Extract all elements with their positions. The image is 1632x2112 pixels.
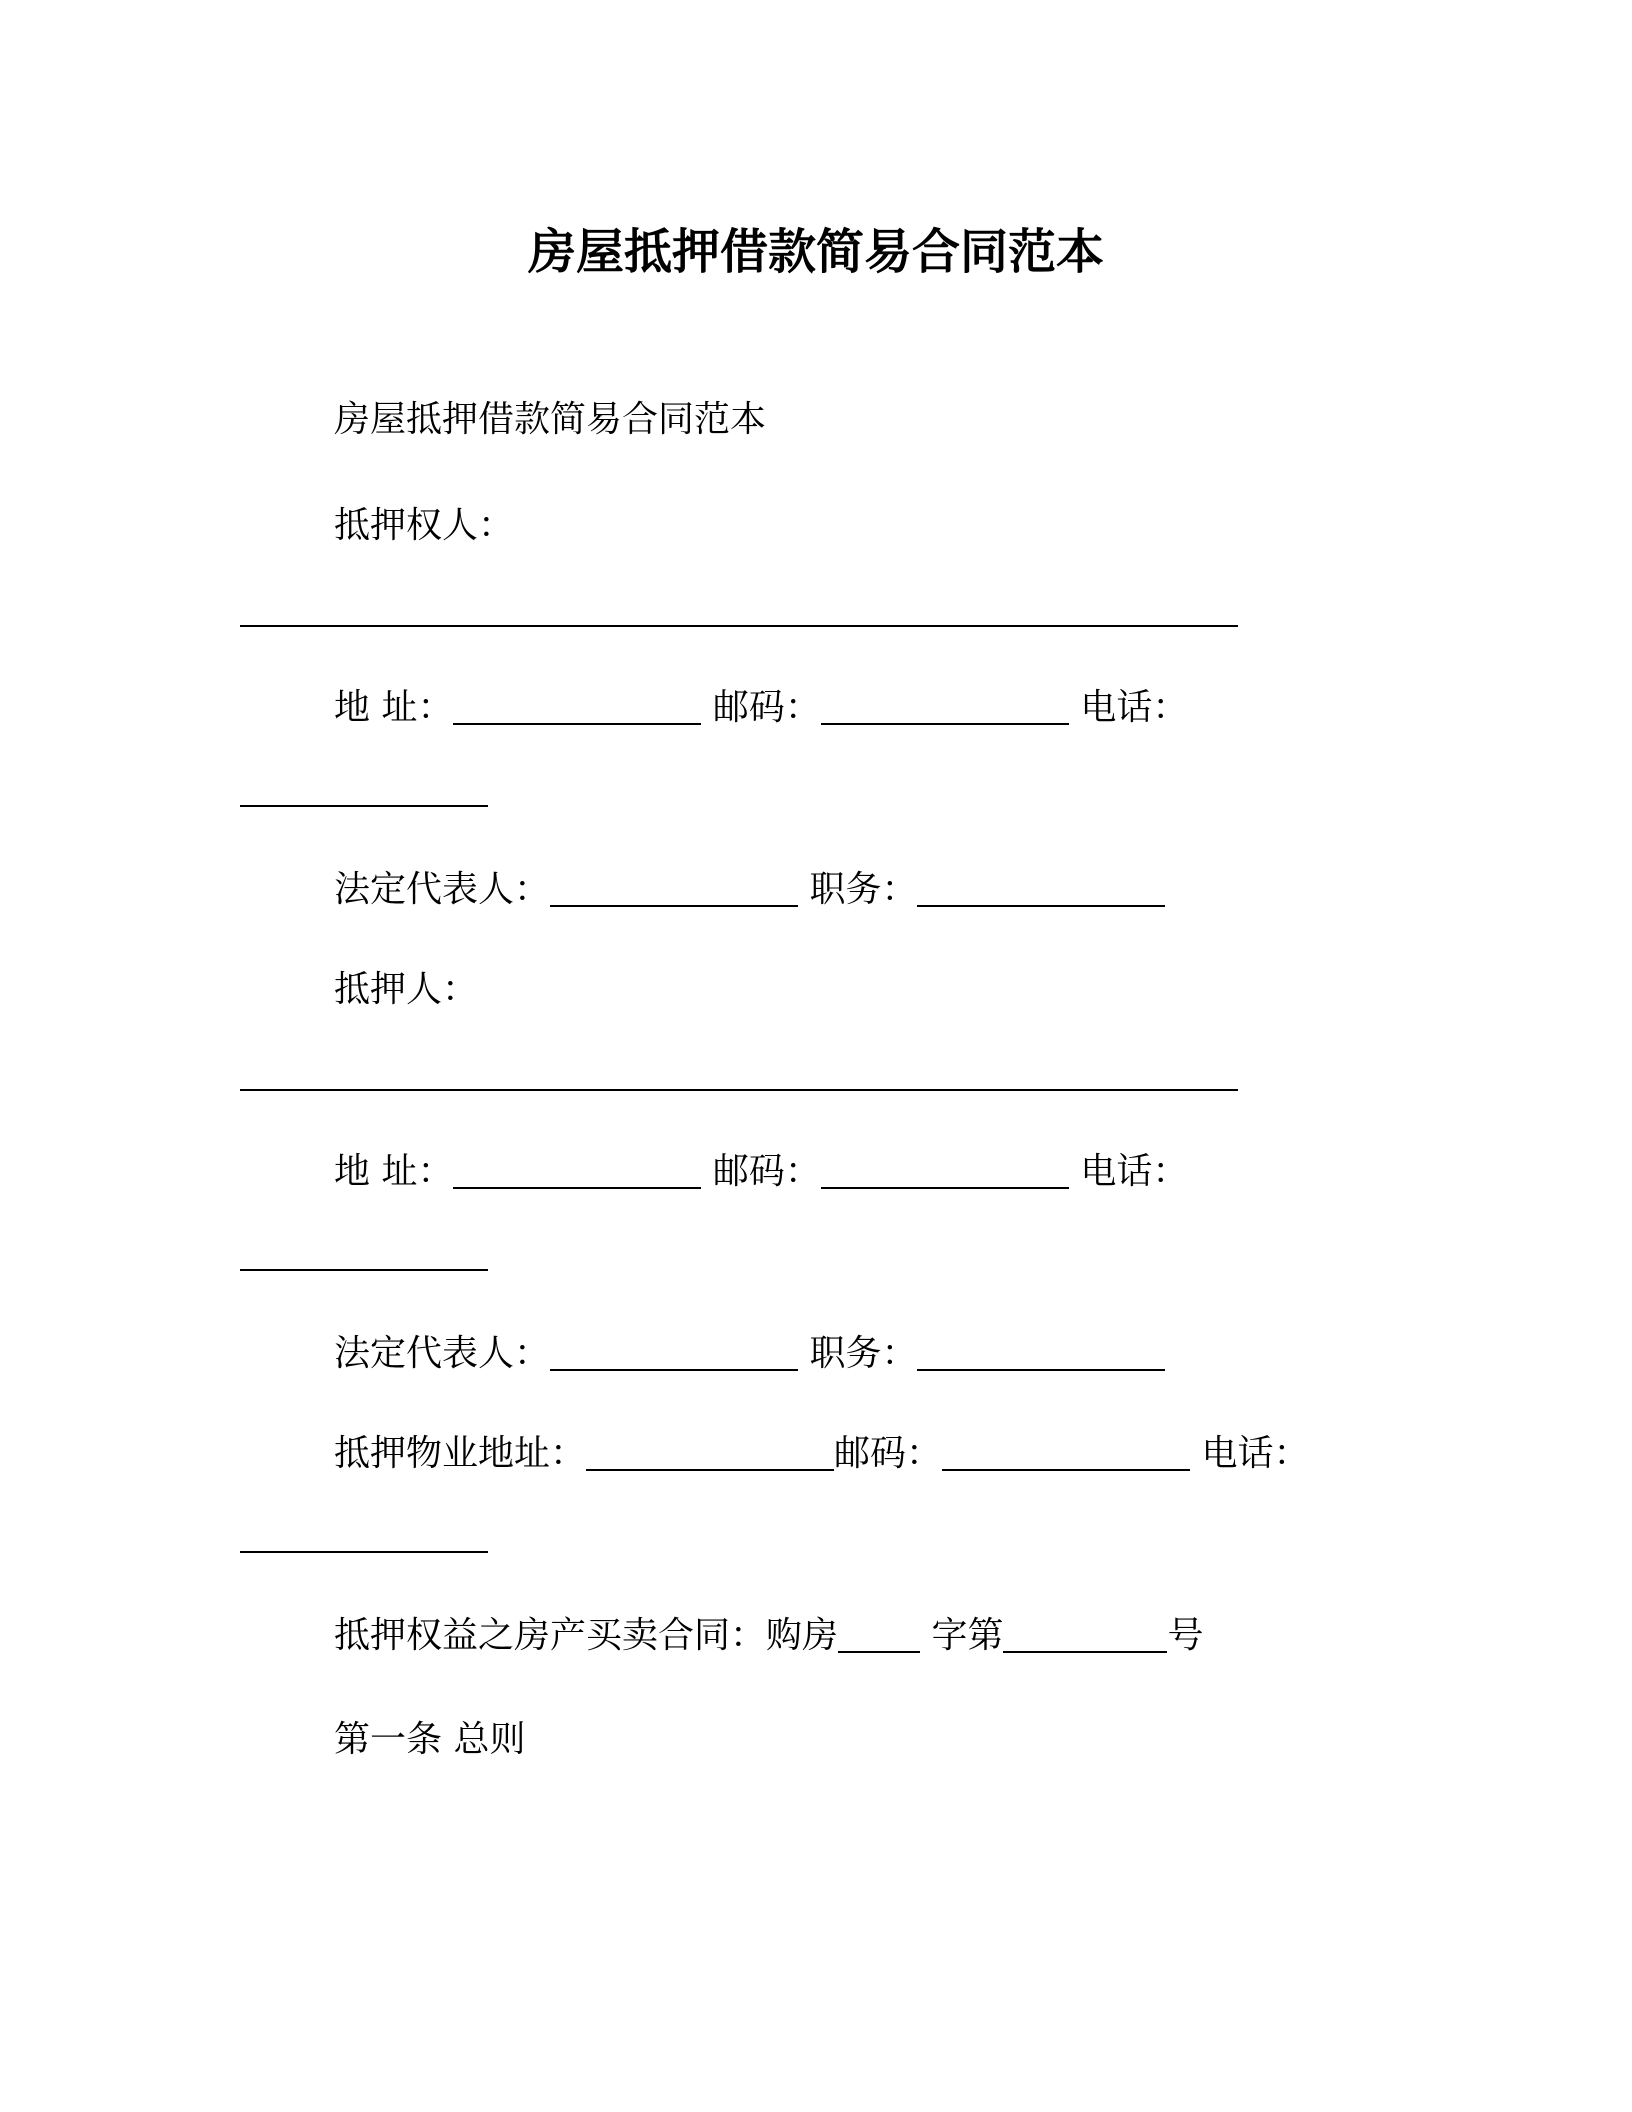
mortgagee-phone-blank bbox=[240, 805, 488, 807]
property-postcode-label: 邮码： bbox=[834, 1433, 943, 1474]
mortgagee-address-blank bbox=[453, 723, 701, 725]
contract-ref-suffix: 号 bbox=[1167, 1615, 1204, 1656]
contract-ref-number-blank bbox=[1003, 1651, 1167, 1653]
mortgagee-label: 抵押权人： bbox=[334, 505, 515, 546]
property-address-label: 抵押物业地址： bbox=[334, 1433, 587, 1474]
contract-ref-word-blank bbox=[838, 1651, 920, 1653]
property-address-blank bbox=[586, 1469, 834, 1471]
mortgagor-address-blank bbox=[453, 1187, 701, 1189]
mortgagor-postcode-blank bbox=[821, 1187, 1069, 1189]
mortgagor-name-blank bbox=[240, 1089, 1238, 1091]
mortgagee-position-label: 职务： bbox=[809, 869, 918, 910]
mortgagee-postcode-label: 邮码： bbox=[712, 687, 821, 728]
mortgagor-phone-label: 电话： bbox=[1080, 1151, 1189, 1192]
mortgagee-legal-rep-label: 法定代表人： bbox=[334, 869, 551, 910]
mortgagor-phone-blank bbox=[240, 1269, 488, 1271]
contract-ref-prefix: 抵押权益之房产买卖合同：购房 bbox=[334, 1615, 839, 1656]
mortgagee-postcode-blank bbox=[821, 723, 1069, 725]
property-phone-label: 电话： bbox=[1201, 1433, 1310, 1474]
article-1-heading: 第一条 总则 bbox=[334, 1719, 526, 1760]
mortgagee-position-blank bbox=[917, 905, 1165, 907]
document-subtitle: 房屋抵押借款简易合同范本 bbox=[334, 399, 767, 440]
mortgagor-address-label: 地 址： bbox=[334, 1151, 454, 1192]
property-phone-blank bbox=[240, 1551, 488, 1553]
mortgagee-name-blank bbox=[240, 625, 1238, 627]
mortgagee-address-row bbox=[334, 684, 1188, 732]
mortgagor-legal-rep-label: 法定代表人： bbox=[334, 1333, 551, 1374]
contract-ref-row bbox=[334, 1612, 1204, 1660]
mortgagee-legal-rep-row bbox=[334, 866, 1165, 914]
mortgagor-position-blank bbox=[917, 1369, 1165, 1371]
mortgagor-legal-rep-row bbox=[334, 1330, 1165, 1378]
mortgagee-legal-rep-blank bbox=[550, 905, 798, 907]
mortgagor-postcode-label: 邮码： bbox=[712, 1151, 821, 1192]
mortgagor-position-label: 职务： bbox=[809, 1333, 918, 1374]
document-title: 房屋抵押借款简易合同范本 bbox=[527, 224, 1104, 280]
property-address-row bbox=[334, 1430, 1310, 1478]
mortgagor-label: 抵押人： bbox=[334, 969, 479, 1010]
mortgagee-phone-label: 电话： bbox=[1080, 687, 1189, 728]
mortgagor-address-row bbox=[334, 1148, 1188, 1196]
contract-ref-middle: 字第 bbox=[931, 1615, 1004, 1656]
mortgagor-legal-rep-blank bbox=[550, 1369, 798, 1371]
property-postcode-blank bbox=[942, 1469, 1190, 1471]
mortgagee-address-label: 地 址： bbox=[334, 687, 454, 728]
